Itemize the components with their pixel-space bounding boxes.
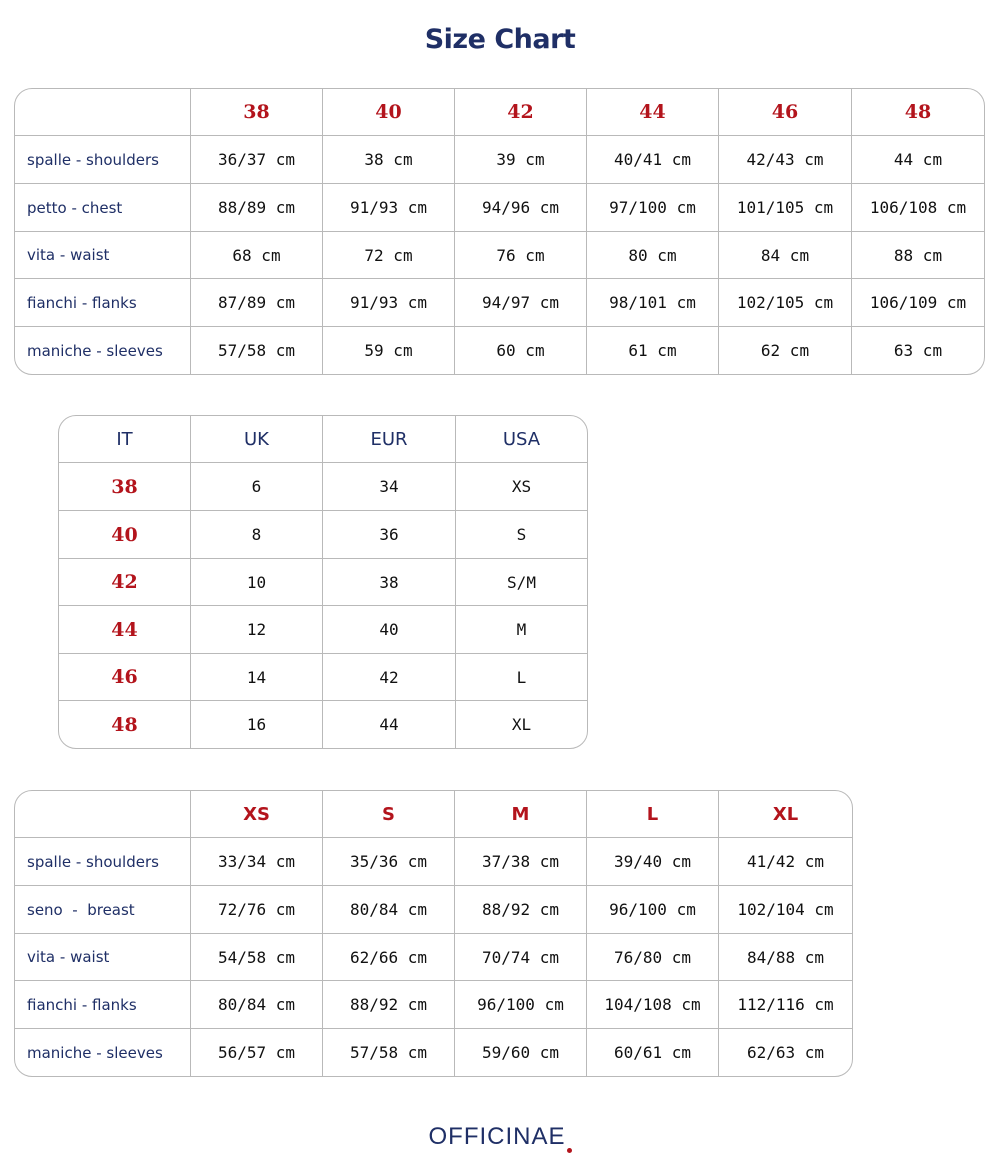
- size-header: 38: [191, 89, 323, 136]
- row-label: petto - chest: [15, 184, 191, 232]
- table-row: [15, 136, 984, 184]
- table-cell: 42/43 cm: [719, 136, 852, 184]
- table-cell: 14: [191, 654, 323, 701]
- table-cell: 10: [191, 559, 323, 606]
- size-conversion-table: [58, 415, 588, 749]
- it-size-cell: 48: [59, 701, 191, 748]
- row-label: vita - waist: [15, 934, 191, 981]
- table-cell: 76 cm: [455, 232, 587, 279]
- table-cell: 88/92 cm: [323, 981, 455, 1029]
- table-row: [59, 511, 587, 559]
- size-header: M: [455, 791, 587, 838]
- table-cell: S: [456, 511, 587, 559]
- table-cell: 39/40 cm: [587, 838, 719, 886]
- size-header: S: [323, 791, 455, 838]
- table-row: [59, 654, 587, 701]
- table-cell: 102/104 cm: [719, 886, 852, 934]
- table-cell: 44 cm: [852, 136, 984, 184]
- table-cell: 98/101 cm: [587, 279, 719, 327]
- table-cell: 101/105 cm: [719, 184, 852, 232]
- table-cell: 56/57 cm: [191, 1029, 323, 1076]
- table-row: [59, 606, 587, 654]
- table-cell: 37/38 cm: [455, 838, 587, 886]
- size-header: 46: [719, 89, 852, 136]
- table-cell: 84 cm: [719, 232, 852, 279]
- table-header-row: [15, 89, 984, 136]
- row-label: maniche - sleeves: [15, 1029, 191, 1076]
- it-size-cell: 46: [59, 654, 191, 701]
- size-header: 42: [455, 89, 587, 136]
- row-label: maniche - sleeves: [15, 327, 191, 374]
- table-cell: 39 cm: [455, 136, 587, 184]
- table-cell: 84/88 cm: [719, 934, 852, 981]
- table-cell: 96/100 cm: [587, 886, 719, 934]
- table-cell: 91/93 cm: [323, 279, 455, 327]
- table-cell: 97/100 cm: [587, 184, 719, 232]
- table-cell: 62 cm: [719, 327, 852, 374]
- table-cell: 8: [191, 511, 323, 559]
- table-cell: 94/97 cm: [455, 279, 587, 327]
- table-cell: L: [456, 654, 587, 701]
- table-header-row: [59, 416, 587, 463]
- table-row: [15, 886, 852, 934]
- table-cell: 94/96 cm: [455, 184, 587, 232]
- size-header: XS: [191, 791, 323, 838]
- table-cell: 57/58 cm: [323, 1029, 455, 1076]
- table-cell: 88 cm: [852, 232, 984, 279]
- table-cell: 12: [191, 606, 323, 654]
- table-cell: 42: [323, 654, 456, 701]
- table-cell: XS: [456, 463, 587, 511]
- table-cell: 88/89 cm: [191, 184, 323, 232]
- table-row: [15, 184, 984, 232]
- table-cell: 106/109 cm: [852, 279, 984, 327]
- table-cell: 88/92 cm: [455, 886, 587, 934]
- column-header: USA: [456, 416, 587, 463]
- table-row: [15, 838, 852, 886]
- table-cell: 80/84 cm: [191, 981, 323, 1029]
- it-size-cell: 42: [59, 559, 191, 606]
- table-cell: XL: [511, 715, 532, 734]
- it-size-cell: 44: [59, 606, 191, 654]
- table-cell: 104/108 cm: [587, 981, 719, 1029]
- table-cell: 36/37 cm: [191, 136, 323, 184]
- table-cell: 91/93 cm: [323, 184, 455, 232]
- table-cell: 60/61 cm: [587, 1029, 719, 1076]
- size-header: 44: [587, 89, 719, 136]
- table-cell: 59/60 cm: [455, 1029, 587, 1076]
- table-cell: S/M: [456, 559, 587, 606]
- brand-name: OFFICINAE: [428, 1123, 566, 1150]
- table-header-row: [15, 791, 852, 838]
- table-cell: 44: [323, 701, 456, 748]
- table-cell: 80/84 cm: [323, 886, 455, 934]
- table-row: [15, 279, 984, 327]
- table-cell: 35/36 cm: [323, 838, 455, 886]
- table-cell: 87/89 cm: [191, 279, 323, 327]
- table-cell: 72/76 cm: [191, 886, 323, 934]
- page-title: Size Chart: [424, 24, 576, 55]
- row-label: spalle - shoulders: [15, 838, 191, 886]
- row-label: fianchi - flanks: [15, 981, 191, 1029]
- brand-logo: [0, 1123, 1000, 1153]
- table-cell: 70/74 cm: [455, 934, 587, 981]
- table-cell: 62/63 cm: [746, 1043, 825, 1062]
- table-cell: 72 cm: [323, 232, 455, 279]
- table-cell: 102/105 cm: [719, 279, 852, 327]
- table-cell: 80 cm: [587, 232, 719, 279]
- men-size-table: [14, 88, 985, 375]
- table-cell: M: [456, 606, 587, 654]
- row-label: vita - waist: [15, 232, 191, 279]
- table-cell: 62/66 cm: [323, 934, 455, 981]
- brand-dot-icon: [567, 1148, 572, 1153]
- table-row: [59, 463, 587, 511]
- size-header: 48: [852, 89, 984, 136]
- table-row: [15, 1029, 852, 1076]
- table-cell: 57/58 cm: [191, 327, 323, 374]
- table-cell: 36: [323, 511, 456, 559]
- table-cell: 106/108 cm: [852, 184, 984, 232]
- size-header: XL: [719, 791, 852, 838]
- table-row: [15, 327, 984, 374]
- table-cell: 33/34 cm: [191, 838, 323, 886]
- table-cell: 34: [323, 463, 456, 511]
- table-row: [59, 701, 587, 748]
- table-row: [15, 232, 984, 279]
- table-cell: 68 cm: [191, 232, 323, 279]
- row-label: spalle - shoulders: [15, 136, 191, 184]
- column-header: UK: [191, 416, 323, 463]
- table-row: [15, 934, 852, 981]
- row-label: seno - breast: [15, 886, 191, 934]
- table-cell: 61 cm: [587, 327, 719, 374]
- table-cell: 59 cm: [323, 327, 455, 374]
- table-cell: 76/80 cm: [587, 934, 719, 981]
- column-header: EUR: [323, 416, 456, 463]
- table-cell: 6: [191, 463, 323, 511]
- corner-cell: [15, 89, 191, 136]
- table-cell: 96/100 cm: [455, 981, 587, 1029]
- women-size-table: [14, 790, 853, 1077]
- size-header: L: [587, 791, 719, 838]
- table-cell: 38 cm: [323, 136, 455, 184]
- size-header: 40: [323, 89, 455, 136]
- table-cell: 41/42 cm: [719, 838, 852, 886]
- column-header: IT: [59, 416, 191, 463]
- table-cell: 38: [323, 559, 456, 606]
- it-size-cell: 40: [59, 511, 191, 559]
- corner-cell: [15, 791, 191, 838]
- table-cell: 40/41 cm: [587, 136, 719, 184]
- table-cell: 112/116 cm: [719, 981, 852, 1029]
- table-cell: 54/58 cm: [191, 934, 323, 981]
- table-cell: 16: [191, 701, 323, 748]
- row-label: fianchi - flanks: [15, 279, 191, 327]
- table-row: [15, 981, 852, 1029]
- table-cell: 40: [323, 606, 456, 654]
- table-row: [59, 559, 587, 606]
- table-cell: 60 cm: [455, 327, 587, 374]
- table-cell: 63 cm: [893, 341, 943, 360]
- it-size-cell: 38: [59, 463, 191, 511]
